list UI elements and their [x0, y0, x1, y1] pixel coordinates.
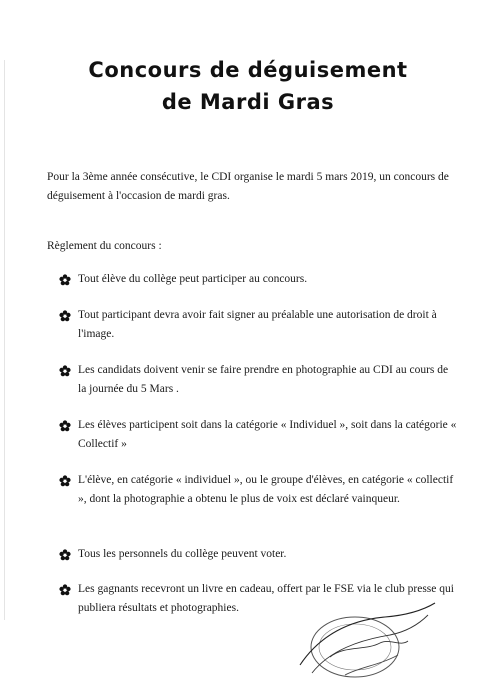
flower-bullet-icon [59, 420, 71, 432]
signature-stamp [290, 595, 440, 690]
scan-edge-line [4, 60, 5, 620]
rule-text: L'élève, en catégorie « individuel », ou le groupe d'élèves, en catégorie « collectif », dont la photographie a obtenu le plus de voix est déclaré vainqueur. [78, 474, 454, 505]
page-title-line-2: de Mardi Gras [161, 90, 335, 114]
rule-text: Tout participant devra avoir fait signer au préalable une autorisation de droit à l'image. [78, 309, 437, 340]
rule-text: Les élèves participent soit dans la catégorie « Individuel », soit dans la catégorie « Collectif » [78, 419, 457, 450]
flower-bullet-icon [59, 365, 71, 377]
rule-text: Tous les personnels du collège peuvent voter. [78, 548, 287, 560]
rule-text: Les gagnants recevront un livre en cadeau, offert par le FSE via le club presse qui publiera résultats et photographies. [78, 583, 454, 614]
rules-heading: Règlement du concours : [47, 240, 162, 252]
intro-paragraph: Pour la 3ème année consécutive, le CDI organise le mardi 5 mars 2019, un concours de déguisement à l'occasion de mardi gras. [47, 171, 449, 202]
flower-bullet-icon [59, 549, 71, 561]
flower-bullet-icon [59, 584, 71, 596]
flower-bullet-icon [59, 310, 71, 322]
page-title-line-1: Concours de déguisement [88, 58, 408, 82]
flower-bullet-icon [59, 475, 71, 487]
rule-text: Tout élève du collège peut participer au concours. [78, 273, 308, 285]
flower-bullet-icon [59, 274, 71, 286]
rule-text: Les candidats doivent venir se faire prendre en photographie au CDI au cours de la journée du 5 Mars . [78, 364, 449, 395]
